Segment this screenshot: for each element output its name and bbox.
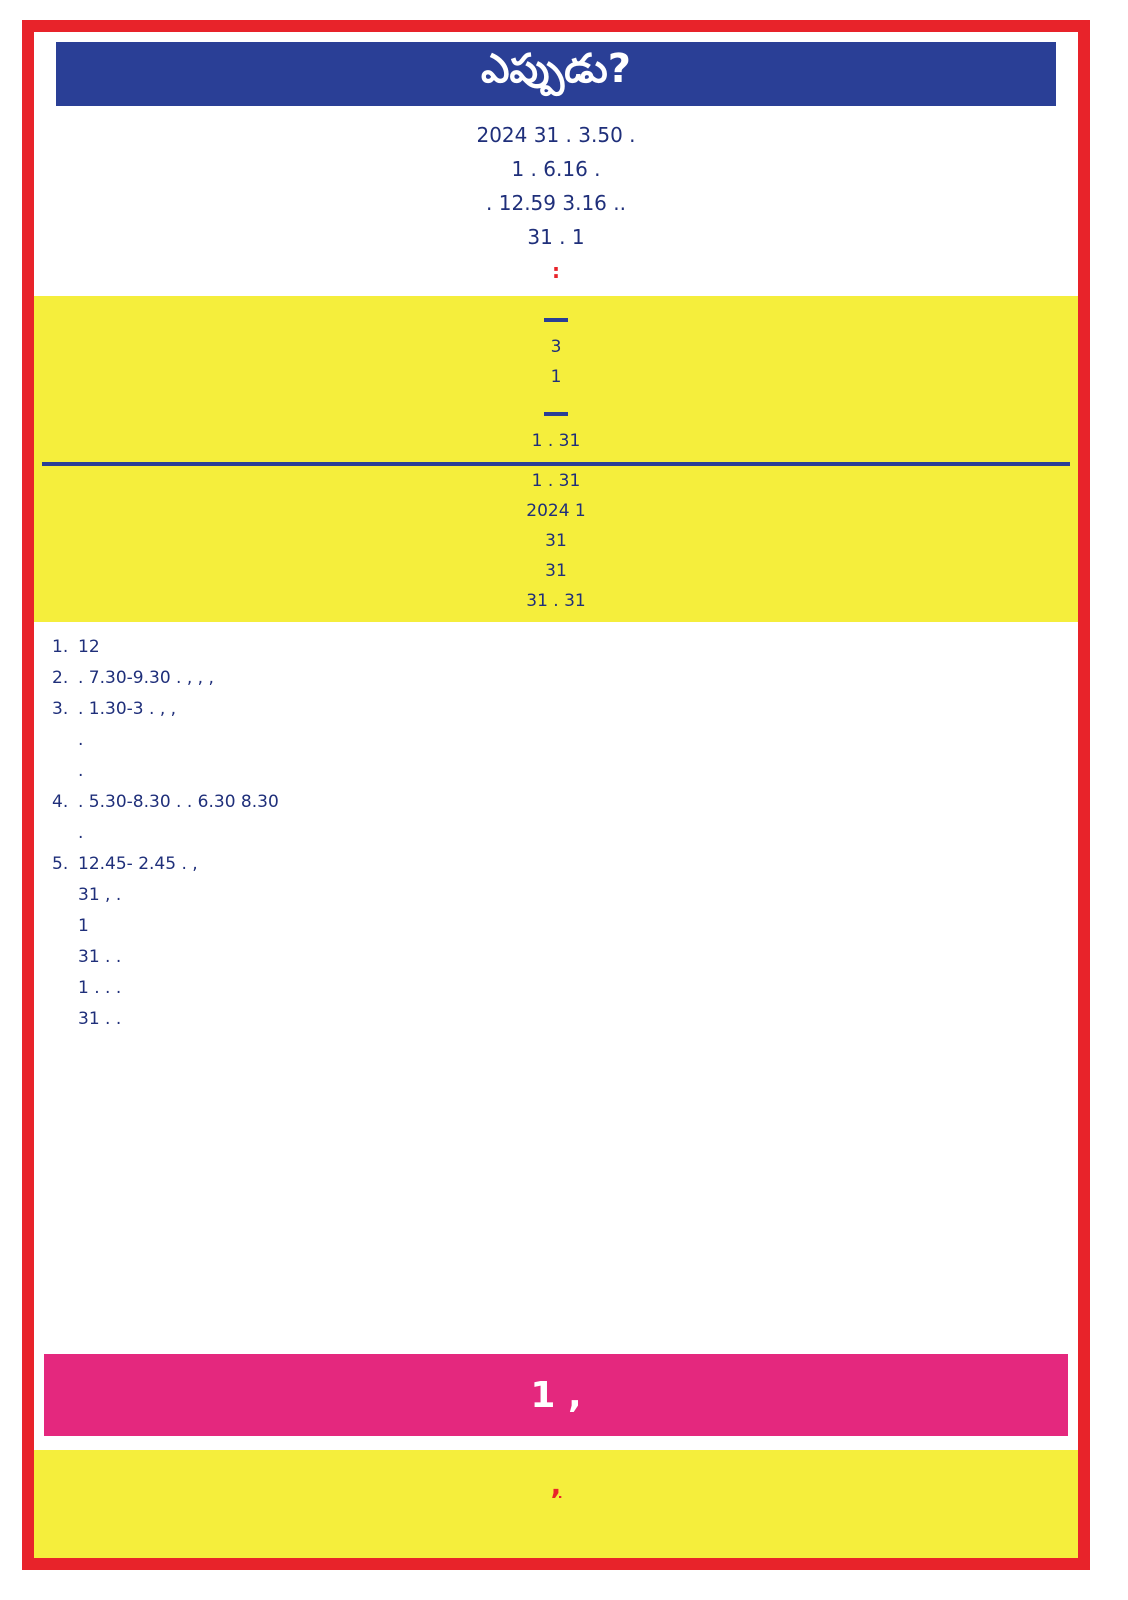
sloka-1 xyxy=(544,318,568,322)
intro-line: 31 . 1 xyxy=(527,225,585,249)
conclusion-line: 31 , . xyxy=(78,885,122,905)
conclusion-line: 31 . . xyxy=(78,947,122,967)
title-text: ఎప్పుడు? xyxy=(481,46,631,92)
sloka-1-line: 1 xyxy=(550,367,562,387)
intro-block xyxy=(34,118,1078,288)
list-item: 3. . 1.30-3 . , , xyxy=(52,699,177,719)
list-item: 1. 12 xyxy=(52,637,100,657)
list-item: 4. . 5.30-8.30 . . 6.30 8.30 xyxy=(52,792,279,812)
sloka-3-line: 31 xyxy=(545,561,567,581)
sloka-3-line: 2024 1 xyxy=(526,501,586,521)
sloka-1-line: 3 xyxy=(550,337,562,357)
sloka-2 xyxy=(544,412,568,416)
sloka-3-line: 31 . 31 xyxy=(526,591,586,611)
conclusion-line: 1 . . . xyxy=(78,978,122,998)
list-item: 5. 12.45- 2.45 . , xyxy=(52,854,198,874)
sloka-section xyxy=(34,296,1078,622)
list-item-line: . xyxy=(78,761,84,781)
list-item-line: . xyxy=(78,730,84,750)
muhurtham-list xyxy=(34,622,1078,1035)
footer xyxy=(34,1450,1078,1570)
sloka-2-line: 1 . 31 xyxy=(531,431,581,451)
sloka-3-line: 31 xyxy=(545,531,567,551)
author-names: , xyxy=(550,1468,562,1501)
intro-line: 1 . 6.16 . xyxy=(511,157,601,181)
intro-line: . 12.59 3.16 .. xyxy=(486,191,626,215)
conclusion-line: 1 xyxy=(78,916,89,936)
conclusion-line: 31 . . xyxy=(78,1009,122,1029)
list-item: 2. . 7.30-9.30 . , , , xyxy=(52,668,214,688)
page-title xyxy=(56,42,1056,106)
sloka-3-line: 1 . 31 xyxy=(531,471,581,491)
page-frame xyxy=(22,20,1090,1570)
rules-heading: : xyxy=(552,259,560,283)
conclusion-banner: 1 , xyxy=(44,1354,1068,1436)
intro-line: 2024 31 . 3.50 . xyxy=(476,123,636,147)
list-item-line: . xyxy=(78,823,84,843)
